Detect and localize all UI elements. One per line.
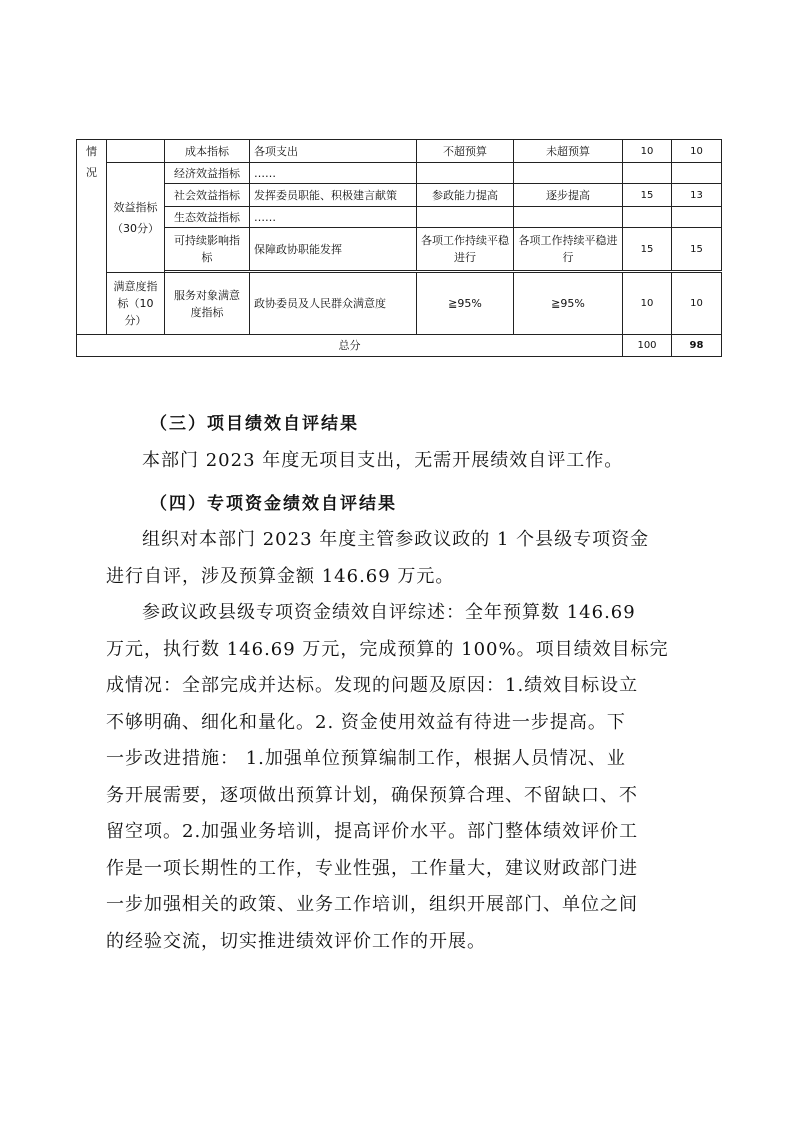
table-row <box>77 184 723 207</box>
tertiary-indicator: 经济效益指标 <box>165 163 250 184</box>
section-3-heading: （三）项目绩效自评结果 <box>150 414 359 434</box>
total-row <box>77 335 723 357</box>
actual-value: 逐步提高 <box>514 184 623 207</box>
total-score: 98 <box>672 335 722 357</box>
weight-value: 10 <box>623 273 672 335</box>
score-value: 13 <box>672 184 722 207</box>
paragraph-line: 务开展需要，逐项做出预算计划，确保预算合理、不留缺口、不 <box>106 784 638 806</box>
paragraph-line: 一步加强相关的政策、业务工作培训，组织开展部门、单位之间 <box>106 894 638 915</box>
benefit-indicator-label: 效益指标（30分） <box>107 163 165 273</box>
tertiary-indicator: 可持续影响指标 <box>165 228 250 271</box>
section-4-paragraph-2 <box>106 595 700 960</box>
paragraph-line: 留空项。2.加强业务培训，提高评价水平。部门整体绩效评价工 <box>106 821 639 842</box>
paragraph-line: 万元，执行数 146.69 万元，完成预算的 100%。项目绩效目标完 <box>106 638 669 660</box>
paragraph-line: 参政议政县级专项资金绩效自评综述：全年预算数 146.69 <box>142 602 636 623</box>
blank-cell <box>107 140 165 163</box>
score-value: 10 <box>672 140 722 163</box>
indicator-content: 发挥委员职能、积极建言献策 <box>250 184 417 207</box>
target-value: 不超预算 <box>417 140 514 163</box>
section-4-paragraph-1 <box>106 522 700 595</box>
target-value: 各项工作持续平稳进行 <box>417 228 514 271</box>
weight-value: 15 <box>623 184 672 207</box>
target-value: ≧95% <box>417 273 514 335</box>
paragraph-line: 进行自评，涉及预算金额 146.69 万元。 <box>106 565 455 587</box>
paragraph-line: 成情况：全部完成并达标。发现的问题及原因：1.绩效目标设立 <box>106 675 639 696</box>
paragraph-line: 一步改进措施： 1.加强单位预算编制工作，根据人员情况、业 <box>106 748 626 769</box>
section-3-body <box>106 443 700 480</box>
indicator-content: 政协委员及人民群众满意度 <box>250 273 417 335</box>
tertiary-indicator: 生态效益指标 <box>165 207 250 228</box>
table-row <box>77 207 723 228</box>
table-row <box>77 163 723 184</box>
tertiary-indicator: 服务对象满意度指标 <box>165 273 250 335</box>
paragraph-line: 作是一项长期性的工作，专业性强，工作量大，建议财政部门进 <box>106 857 638 879</box>
situation-cell <box>77 140 107 335</box>
actual-value: 未超预算 <box>514 140 623 163</box>
weight-value: 10 <box>623 140 672 163</box>
table-row <box>77 140 723 163</box>
score-value: 10 <box>672 273 722 335</box>
indicator-content: 保障政协职能发挥 <box>250 228 417 271</box>
table-row <box>77 273 723 335</box>
actual-value: ≧95% <box>514 273 623 335</box>
total-label: 总分 <box>77 335 623 357</box>
table-row <box>77 228 723 271</box>
target-value: 参政能力提高 <box>417 184 514 207</box>
paragraph-line: 不够明确、细化和量化。2. 资金使用效益有待进一步提高。下 <box>106 711 626 733</box>
indicator-content: 各项支出 <box>250 140 417 163</box>
paragraph-line: 的经验交流，切实推进绩效评价工作的开展。 <box>106 930 486 952</box>
paragraph-line: 本部门 2023 年度无项目支出，无需开展绩效自评工作。 <box>142 450 624 471</box>
tertiary-indicator: 社会效益指标 <box>165 184 250 207</box>
actual-value: 各项工作持续平稳进行 <box>514 228 623 271</box>
total-weight: 100 <box>623 335 672 357</box>
situation-label-1: 情 <box>86 145 97 158</box>
indicator-content: …… <box>250 163 417 184</box>
score-value: 15 <box>672 228 722 271</box>
paragraph-line: 组织对本部门 2023 年度主管参政议政的 1 个县级专项资金 <box>142 529 650 550</box>
tertiary-indicator: 成本指标 <box>165 140 250 163</box>
indicator-content: …… <box>250 207 417 228</box>
section-4-heading: （四）专项资金绩效自评结果 <box>150 494 397 514</box>
satisfaction-indicator-label: 满意度指标（10分） <box>107 273 165 335</box>
weight-value: 15 <box>623 228 672 271</box>
situation-label-2: 况 <box>86 166 97 179</box>
performance-table <box>76 139 723 357</box>
